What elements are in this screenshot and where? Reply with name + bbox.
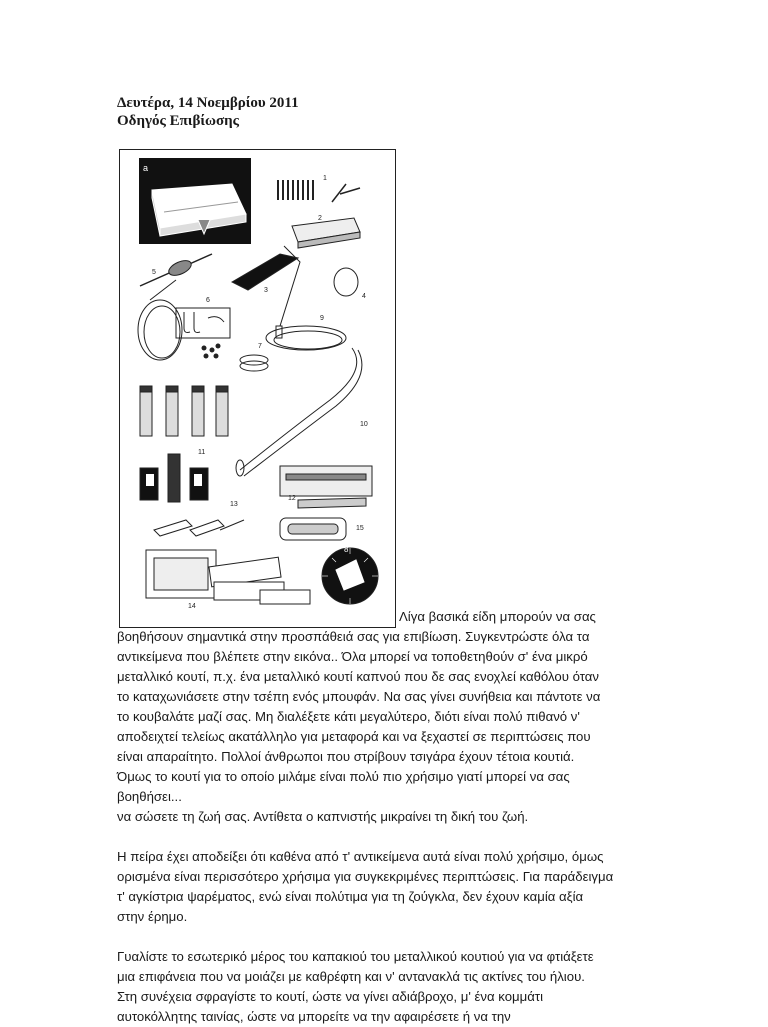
svg-text:14: 14 <box>188 603 196 610</box>
flat-tin-item <box>280 518 364 540</box>
tin-box-panel <box>139 158 251 244</box>
svg-text:9: 9 <box>320 315 324 322</box>
date-line: Δευτέρα, 14 Νοεμβρίου 2011 <box>117 95 299 111</box>
sun-dial-panel <box>322 545 378 604</box>
candle-block-item <box>292 215 360 248</box>
panel-letter-b: 8 <box>344 545 349 554</box>
document-title: Οδηγός Επιβίωσης <box>117 113 239 129</box>
svg-text:7: 7 <box>258 343 262 350</box>
svg-text:13: 13 <box>230 501 238 508</box>
pencil-box-item <box>280 466 372 508</box>
wire-saw-item <box>140 254 212 286</box>
svg-text:3: 3 <box>264 287 268 294</box>
document-header <box>117 94 299 130</box>
paragraph-2: Η πείρα έχει αποδείξει ότι καθένα από τ' αντικείμενα αυτά είναι πολύ χρήσιμο, όμως ορισμένα είναι περισσότερο χρήσιμα για συγκεκριμένες περιπτώσεις. Για παράδειγμα τ' αγκίστρια ψαρέματος, ενώ είναι πολύτιμα για τη ζούγκλα, δεν έχουν καμία αξία στην έρημο. <box>117 849 614 924</box>
svg-text:10: 10 <box>360 421 368 428</box>
snare-loop-item <box>334 268 366 300</box>
fishing-line-coil <box>138 280 182 360</box>
panel-letter-a: a <box>143 163 149 173</box>
svg-text:6: 6 <box>206 297 210 304</box>
paragraph-1: βοηθήσουν σημαντικά στην προσπάθειά σας για επιβίωση. Συγκεντρώστε όλα τα αντικείμενα που βλέπετε στην εικόνα.. Όλα μπορεί να τοποθετηθούν σ' ένα μικρό μεταλλικό κουτί, π.χ. ένα μεταλλικό κουτί καπνού που δε σας ενοχλεί καθόλου όταν το καταχωνιάσετε στην τσέπη ενός μπουφάν. Να σας γίνει συνήθεια και πάντοτε να το κουβαλάτε μαζί σας. Μη διαλέξετε κάτι μεγαλύτερο, διότι είναι πολύ πιθανό ν' αποδειχτεί τελείως ακατάλληλο για μεταφορά και να ξεχαστεί σε περιπτώσεις που είναι απαραίτητο. Πολλοί άνθρωποι που στρίβουν τσιγάρα έχουν τέτοια κουτιά. Όμως το κουτί για το οποίο μιλάμε είναι πολύ πιο χρήσιμο γιατί μπορεί να σας βοηθήσει... να σώσετε τη ζωή σας. Αντίθετα ο καπνιστής μικραίνει τη δική του ζωή. <box>117 629 601 824</box>
svg-text:15: 15 <box>356 525 364 532</box>
safety-pins-item <box>154 501 244 536</box>
svg-text:12: 12 <box>288 495 296 502</box>
svg-text:2: 2 <box>318 215 322 222</box>
fishing-hooks-item <box>176 297 230 359</box>
tape-roll-item <box>240 343 268 371</box>
medicine-vials-item <box>140 386 228 436</box>
intro-inline-text: Λίγα βασικά είδη μπορούν να σας <box>399 609 596 624</box>
svg-text:11: 11 <box>198 449 206 456</box>
cord-item <box>236 348 368 476</box>
knife-item <box>232 246 300 338</box>
article-body <box>117 627 652 1027</box>
plasters-item <box>146 550 310 610</box>
svg-text:5: 5 <box>152 269 156 276</box>
svg-text:4: 4 <box>362 293 366 300</box>
survival-kit-illustration <box>119 149 396 628</box>
matches-item <box>278 175 360 202</box>
canisters-item <box>140 449 208 502</box>
paragraph-3: Γυαλίστε το εσωτερικό μέρος του καπακιού του μεταλλικού κουτιού για να φτιάξετε μια επιφάνεια που να μοιάζει με καθρέφτη και ν' αντανακλά τις ακτίνες του ήλιου. Στη συνέχεια σφραγίστε το κουτί, ώστε να γίνει αδιάβροχο, μ' ένα κομμάτι αυτοκόλλητης ταινίας, ώστε να μπορείτε να την αφαιρέσετε ή να την <box>117 949 594 1024</box>
svg-text:1: 1 <box>323 175 327 182</box>
